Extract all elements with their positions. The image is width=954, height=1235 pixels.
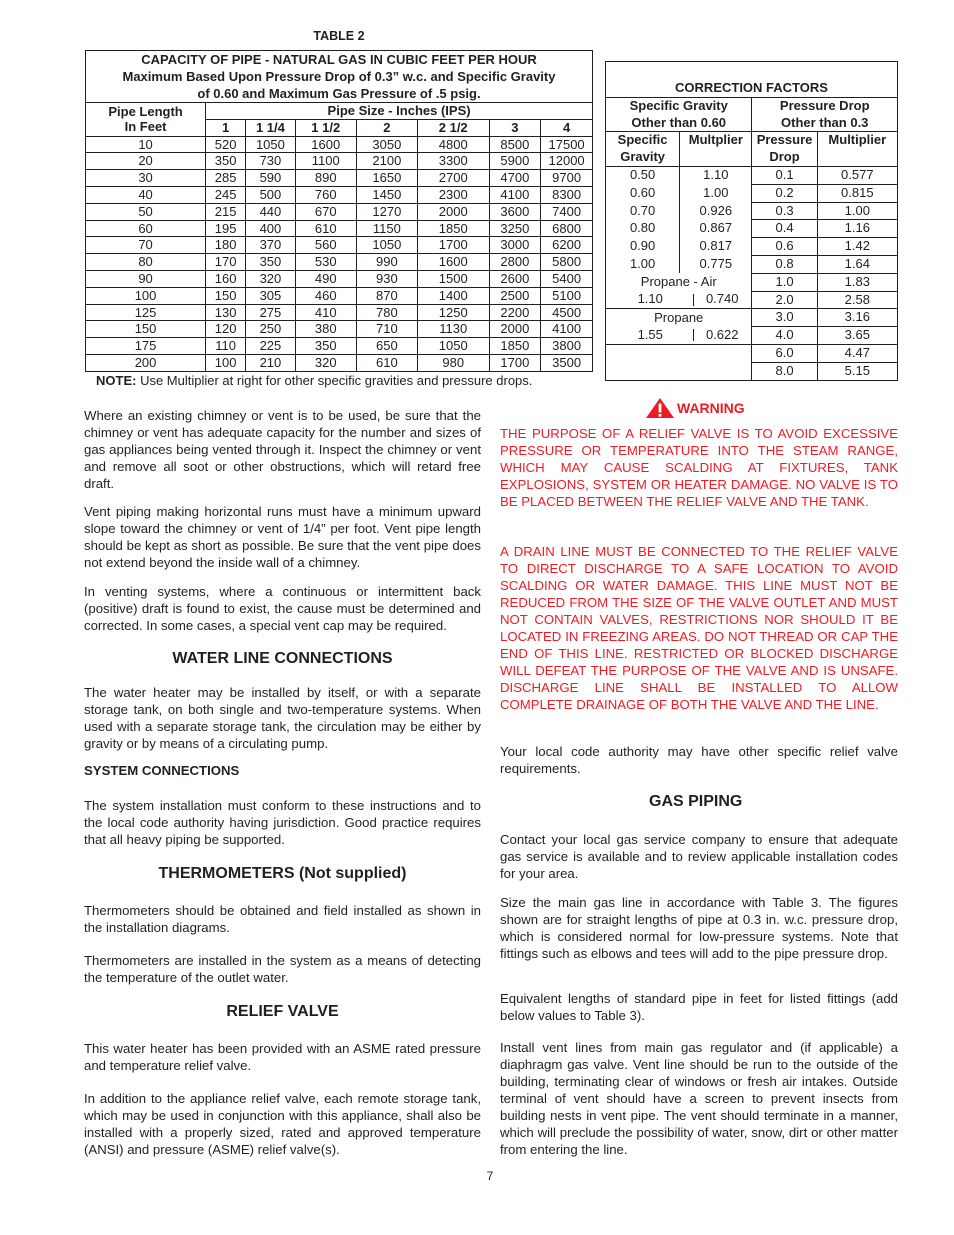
capacity-cell: 610 bbox=[295, 220, 356, 237]
sg-multiplier-cell: 1.00 bbox=[680, 184, 752, 202]
capacity-cell: 380 bbox=[295, 321, 356, 338]
capacity-cell: 245 bbox=[206, 186, 246, 203]
capacity-cell: 6200 bbox=[541, 237, 593, 254]
table-row bbox=[86, 186, 593, 203]
pipe-length-cell: 10 bbox=[86, 136, 206, 153]
paragraph-chimney: Where an existing chimney or vent is to be used, be sure that the chimney or vent has adequate capacity for the number and sizes of gas appliances being vented through it. Inspect the chimney or vent and remove all soot or other obstructions, which will retard free draft. bbox=[84, 408, 481, 491]
capacity-cell: 1700 bbox=[489, 354, 541, 371]
capacity-cell: 440 bbox=[246, 203, 296, 220]
correction-row bbox=[606, 255, 898, 273]
correction-row bbox=[606, 327, 898, 345]
pressure-drop-header: Pressure Drop bbox=[752, 132, 817, 167]
capacity-cell: 2500 bbox=[489, 287, 541, 304]
capacity-cell: 610 bbox=[356, 354, 417, 371]
propane-label: Propane bbox=[606, 309, 752, 327]
sg-multiplier-cell: 0.867 bbox=[680, 220, 752, 238]
capacity-cell: 1650 bbox=[356, 170, 417, 187]
capacity-cell: 2200 bbox=[489, 304, 541, 321]
pipe-length-cell: 200 bbox=[86, 354, 206, 371]
capacity-cell: 180 bbox=[206, 237, 246, 254]
correction-row bbox=[606, 344, 898, 362]
pipe-size-6: 4 bbox=[541, 119, 593, 136]
capacity-cell: 500 bbox=[246, 186, 296, 203]
capacity-cell: 2600 bbox=[489, 270, 541, 287]
capacity-cell: 170 bbox=[206, 254, 246, 271]
capacity-cell: 350 bbox=[295, 338, 356, 355]
capacity-cell: 1600 bbox=[417, 254, 489, 271]
table-row bbox=[86, 136, 593, 153]
sg-multiplier-header: Multplier bbox=[680, 132, 752, 167]
pd-multiplier-cell: 1.42 bbox=[817, 238, 897, 256]
correction-row bbox=[606, 202, 898, 220]
capacity-cell: 930 bbox=[356, 270, 417, 287]
heading-relief-valve: RELIEF VALVE bbox=[226, 1003, 339, 1020]
sg-multiplier-cell: 0.817 bbox=[680, 238, 752, 256]
capacity-cell: 8300 bbox=[541, 186, 593, 203]
specific-gravity-cell: 1.00 bbox=[606, 255, 680, 273]
capacity-cell: 1100 bbox=[295, 153, 356, 170]
capacity-cell: 350 bbox=[206, 153, 246, 170]
pipe-length-cell: 40 bbox=[86, 186, 206, 203]
pd-multiplier-cell: 0.815 bbox=[817, 184, 897, 202]
paragraph-thermometers-obtained: Thermometers should be obtained and field installed as shown in the installation diagrams. bbox=[84, 903, 481, 935]
capacity-cell: 400 bbox=[246, 220, 296, 237]
capacity-cell: 3800 bbox=[541, 338, 593, 355]
capacity-cell: 160 bbox=[206, 270, 246, 287]
pipe-length-cell: 175 bbox=[86, 338, 206, 355]
capacity-cell: 100 bbox=[206, 354, 246, 371]
capacity-cell: 760 bbox=[295, 186, 356, 203]
pipe-size-3: 2 bbox=[356, 119, 417, 136]
pressure-drop-cell: 6.0 bbox=[752, 344, 817, 362]
pd-multiplier-cell: 0.577 bbox=[817, 166, 897, 184]
capacity-cell: 8500 bbox=[489, 136, 541, 153]
specific-gravity-cell: 0.50 bbox=[606, 166, 680, 184]
pd-multiplier-cell: 1.83 bbox=[817, 273, 897, 291]
empty-cell bbox=[606, 344, 752, 362]
warning-relief-valve-purpose: THE PURPOSE OF A RELIEF VALVE IS TO AVOID EXCESSIVE PRESSURE OR TEMPERATURE INTO THE STEAM RANGE, WHICH MAY CAUSE SCALDING AT FIXTURES, TANK EXPLOSIONS, SYSTEM OR HEATER DAMAGE. NO VALVE IS TO BE PLACED BETWEEN THE RELIEF VALVE AND THE TANK. bbox=[500, 426, 898, 509]
table-row bbox=[86, 338, 593, 355]
pipe-length-cell: 90 bbox=[86, 270, 206, 287]
capacity-cell: 195 bbox=[206, 220, 246, 237]
pipe-length-cell: 30 bbox=[86, 170, 206, 187]
pipe-capacity-caption: CAPACITY OF PIPE - NATURAL GAS IN CUBIC FEET PER HOUR Maximum Based Upon Pressure Drop of 0.3” w.c. and Specific Gravity of 0.60 and Maximum Gas Pressure of .5 psig. bbox=[86, 51, 593, 103]
capacity-cell: 130 bbox=[206, 304, 246, 321]
capacity-cell: 5800 bbox=[541, 254, 593, 271]
specific-gravity-cell: 0.80 bbox=[606, 220, 680, 238]
pipe-length-cell: 50 bbox=[86, 203, 206, 220]
capacity-cell: 12000 bbox=[541, 153, 593, 170]
capacity-cell: 3250 bbox=[489, 220, 541, 237]
paragraph-system-installation: The system installation must conform to these instructions and to the local code authority having jurisdiction. Good practice requires that all heavy piping be supported. bbox=[84, 798, 481, 847]
capacity-cell: 150 bbox=[206, 287, 246, 304]
paragraph-back-draft: In venting systems, where a continuous or intermittent back (positive) draft is found to exist, the cause must be determined and corrected. In some cases, a special vent cap may be required. bbox=[84, 584, 481, 633]
capacity-cell: 3300 bbox=[417, 153, 489, 170]
pipe-length-cell: 100 bbox=[86, 287, 206, 304]
capacity-cell: 1400 bbox=[417, 287, 489, 304]
capacity-cell: 490 bbox=[295, 270, 356, 287]
paragraph-local-code: Your local code authority may have other specific relief valve requirements. bbox=[500, 744, 898, 776]
pd-multiplier-cell: 5.15 bbox=[817, 362, 897, 380]
pd-multiplier-cell: 3.65 bbox=[817, 327, 897, 345]
capacity-cell: 990 bbox=[356, 254, 417, 271]
capacity-cell: 1130 bbox=[417, 321, 489, 338]
capacity-cell: 275 bbox=[246, 304, 296, 321]
warning-heading: WARNING bbox=[645, 397, 745, 419]
propane-values: 1.55 0.622 bbox=[606, 327, 752, 345]
capacity-cell: 350 bbox=[246, 254, 296, 271]
table-row bbox=[86, 237, 593, 254]
warning-drain-line: A DRAIN LINE MUST BE CONNECTED TO THE RELIEF VALVE TO DIRECT DISCHARGE TO A SAFE LOCATION TO AVOID SCALDING OR WATER DAMAGE. THIS LINE MUST NOT BE REDUCED FROM THE SIZE OF THE VALVE OUTLET AND MUST NOT CONTAIN VALVES, RESTRICTIONS NOR SHOULD IT BE LOCATED IN FREEZING AREAS. DO NOT THREAD OR CAP THE END OF THIS LINE. RESTRICTED OR BLOCKED DISCHARGE WILL DEFEAT THE PURPOSE OF THE VALVE AND IS UNSAFE. DISCHARGE LINE SHALL BE INSTALLED TO ALLOW COMPLETE DRAINAGE OF BOTH THE VALVE AND THE LINE. bbox=[500, 544, 898, 712]
paragraph-water-heater: The water heater may be installed by itself, or with a separate storage tank, on both single and two-temperature systems. When used with a separate storage tank, the circulation may be either by gravity or by means of a circulating pump. bbox=[84, 685, 481, 751]
capacity-cell: 460 bbox=[295, 287, 356, 304]
capacity-cell: 730 bbox=[246, 153, 296, 170]
correction-row bbox=[606, 362, 898, 380]
pipe-length-header: Pipe Length In Feet bbox=[86, 103, 206, 137]
correction-row bbox=[606, 291, 898, 309]
pressure-drop-cell: 3.0 bbox=[752, 309, 817, 327]
specific-gravity-header: Specific Gravity bbox=[606, 132, 680, 167]
capacity-cell: 1700 bbox=[417, 237, 489, 254]
paragraph-equivalent-lengths: Equivalent lengths of standard pipe in feet for listed fittings (add below values to Table 3). bbox=[500, 991, 898, 1023]
paragraph-size-gas-line: Size the main gas line in accordance with Table 3. The figures shown are for straight lengths of pipe at 0.3 in. w.c. pressure drop, which is considered normal for low-pressure systems. Note that fittings such as elbows and tees will add to the pipe pressure drop. bbox=[500, 895, 898, 961]
capacity-cell: 120 bbox=[206, 321, 246, 338]
correction-row bbox=[606, 238, 898, 256]
capacity-cell: 1850 bbox=[489, 338, 541, 355]
capacity-cell: 1270 bbox=[356, 203, 417, 220]
pipe-capacity-body bbox=[86, 136, 593, 371]
capacity-cell: 4700 bbox=[489, 170, 541, 187]
pressure-drop-cell: 0.8 bbox=[752, 255, 817, 273]
capacity-cell: 285 bbox=[206, 170, 246, 187]
pressure-drop-cell: 8.0 bbox=[752, 362, 817, 380]
capacity-cell: 2000 bbox=[489, 321, 541, 338]
capacity-cell: 3050 bbox=[356, 136, 417, 153]
capacity-cell: 780 bbox=[356, 304, 417, 321]
heading-water-line-connections: WATER LINE CONNECTIONS bbox=[172, 650, 393, 667]
capacity-cell: 1150 bbox=[356, 220, 417, 237]
capacity-cell: 890 bbox=[295, 170, 356, 187]
capacity-cell: 2000 bbox=[417, 203, 489, 220]
capacity-cell: 5100 bbox=[541, 287, 593, 304]
capacity-cell: 520 bbox=[206, 136, 246, 153]
correction-row bbox=[606, 309, 898, 327]
capacity-cell: 210 bbox=[246, 354, 296, 371]
capacity-cell: 215 bbox=[206, 203, 246, 220]
pipe-size-4: 2 1/2 bbox=[417, 119, 489, 136]
capacity-cell: 4100 bbox=[541, 321, 593, 338]
capacity-cell: 4800 bbox=[417, 136, 489, 153]
propane-air-values: 1.10 0.740 bbox=[606, 291, 752, 309]
paragraph-remote-storage-tank: In addition to the appliance relief valve, each remote storage tank, which may be used in conjunction with this appliance, shall also be installed with a properly sized, rated and approved temperature (ANSI) and pressure (ASME) relief valve(s). bbox=[84, 1091, 481, 1157]
capacity-cell: 1850 bbox=[417, 220, 489, 237]
pipe-size-5: 3 bbox=[489, 119, 541, 136]
capacity-cell: 1050 bbox=[417, 338, 489, 355]
capacity-cell: 2100 bbox=[356, 153, 417, 170]
capacity-cell: 5900 bbox=[489, 153, 541, 170]
capacity-cell: 4500 bbox=[541, 304, 593, 321]
pd-multiplier-cell: 2.58 bbox=[817, 291, 897, 309]
capacity-cell: 225 bbox=[246, 338, 296, 355]
pipe-size-0: 1 bbox=[206, 119, 246, 136]
table-note: NOTE: Use Multiplier at right for other specific gravities and pressure drops. bbox=[96, 373, 533, 388]
sg-multiplier-cell: 0.926 bbox=[680, 202, 752, 220]
capacity-cell: 1450 bbox=[356, 186, 417, 203]
table2-label: TABLE 2 bbox=[313, 29, 365, 43]
pipe-length-cell: 70 bbox=[86, 237, 206, 254]
pd-multiplier-cell: 1.00 bbox=[817, 202, 897, 220]
capacity-cell: 980 bbox=[417, 354, 489, 371]
capacity-cell: 320 bbox=[295, 354, 356, 371]
pd-multiplier-cell: 4.47 bbox=[817, 344, 897, 362]
capacity-cell: 1500 bbox=[417, 270, 489, 287]
table-row bbox=[86, 220, 593, 237]
pressure-drop-cell: 1.0 bbox=[752, 273, 817, 291]
propane-air-label: Propane - Air bbox=[606, 273, 752, 291]
table-row bbox=[86, 153, 593, 170]
capacity-cell: 9700 bbox=[541, 170, 593, 187]
capacity-cell: 530 bbox=[295, 254, 356, 271]
empty-cell bbox=[606, 362, 752, 380]
capacity-cell: 650 bbox=[356, 338, 417, 355]
correction-row bbox=[606, 166, 898, 184]
pipe-length-cell: 125 bbox=[86, 304, 206, 321]
pressure-drop-cell: 0.4 bbox=[752, 220, 817, 238]
correction-factors-table bbox=[605, 61, 898, 381]
pipe-length-cell: 20 bbox=[86, 153, 206, 170]
capacity-cell: 590 bbox=[246, 170, 296, 187]
capacity-cell: 1600 bbox=[295, 136, 356, 153]
paragraph-thermometers-installed: Thermometers are installed in the system as a means of detecting the temperature of the outlet water. bbox=[84, 953, 481, 985]
capacity-cell: 1050 bbox=[246, 136, 296, 153]
pd-multiplier-cell: 1.16 bbox=[817, 220, 897, 238]
capacity-cell: 2700 bbox=[417, 170, 489, 187]
pipe-size-1: 1 1/4 bbox=[246, 119, 296, 136]
pipe-length-cell: 150 bbox=[86, 321, 206, 338]
table-row bbox=[86, 287, 593, 304]
pd-multiplier-header: Multiplier bbox=[817, 132, 897, 167]
capacity-cell: 2300 bbox=[417, 186, 489, 203]
paragraph-vent-lines: Install vent lines from main gas regulator and (if applicable) a diaphragm gas valve. Vent line should be run to the outside of the building, terminating clear of windows or fresh air intakes. Outside terminal of vent should have a screen to prevent insects from building nests in vent pipe. The vent should terminate in a manner, which will preclude the possibility of water, snow, dirt or other matter from entering the line. bbox=[500, 1040, 898, 1157]
pressure-drop-cell: 0.2 bbox=[752, 184, 817, 202]
capacity-cell: 320 bbox=[246, 270, 296, 287]
capacity-cell: 3500 bbox=[541, 354, 593, 371]
correction-factors-title: CORRECTION FACTORS bbox=[675, 80, 828, 95]
capacity-cell: 670 bbox=[295, 203, 356, 220]
paragraph-asme-relief-valve: This water heater has been provided with an ASME rated pressure and temperature relief valve. bbox=[84, 1041, 481, 1073]
capacity-cell: 710 bbox=[356, 321, 417, 338]
table-row bbox=[86, 304, 593, 321]
capacity-cell: 6800 bbox=[541, 220, 593, 237]
pressure-drop-cell: 0.6 bbox=[752, 238, 817, 256]
paragraph-vent-slope: Vent piping making horizontal runs must have a minimum upward slope toward the chimney or vent of 1/4” per foot. Vent pipe length should be kept as short as possible. Be sure that the vent pipe does not extend beyond the inside wall of a chimney. bbox=[84, 504, 481, 570]
capacity-cell: 2800 bbox=[489, 254, 541, 271]
table-row bbox=[86, 203, 593, 220]
pressure-drop-cell: 0.3 bbox=[752, 202, 817, 220]
pipe-size-header: Pipe Size - Inches (IPS) bbox=[206, 103, 593, 120]
capacity-cell: 4100 bbox=[489, 186, 541, 203]
sg-multiplier-cell: 0.775 bbox=[680, 255, 752, 273]
table-row bbox=[86, 170, 593, 187]
pipe-length-cell: 80 bbox=[86, 254, 206, 271]
pd-multiplier-cell: 1.64 bbox=[817, 255, 897, 273]
paragraph-gas-service: Contact your local gas service company to ensure that adequate gas service is available and to review applicable installation codes for your area. bbox=[500, 832, 898, 881]
pipe-capacity-table bbox=[85, 50, 593, 372]
capacity-cell: 370 bbox=[246, 237, 296, 254]
capacity-cell: 410 bbox=[295, 304, 356, 321]
pipe-size-2: 1 1/2 bbox=[295, 119, 356, 136]
pressure-drop-cell: 4.0 bbox=[752, 327, 817, 345]
pressure-drop-cell: 0.1 bbox=[752, 166, 817, 184]
table-row bbox=[86, 270, 593, 287]
table-row bbox=[86, 321, 593, 338]
correction-row bbox=[606, 220, 898, 238]
specific-gravity-cell: 0.70 bbox=[606, 202, 680, 220]
capacity-cell: 5400 bbox=[541, 270, 593, 287]
capacity-cell: 250 bbox=[246, 321, 296, 338]
correction-row bbox=[606, 273, 898, 291]
page-number: 7 bbox=[486, 1169, 494, 1183]
pressure-drop-cell: 2.0 bbox=[752, 291, 817, 309]
sg-multiplier-cell: 1.10 bbox=[680, 166, 752, 184]
correction-row bbox=[606, 184, 898, 202]
specific-gravity-group-header: Specific Gravity Other than 0.60 bbox=[606, 97, 752, 132]
pipe-length-cell: 60 bbox=[86, 220, 206, 237]
capacity-cell: 1050 bbox=[356, 237, 417, 254]
capacity-cell: 1250 bbox=[417, 304, 489, 321]
pressure-drop-group-header: Pressure Drop Other than 0.3 bbox=[752, 97, 898, 132]
capacity-cell: 110 bbox=[206, 338, 246, 355]
pd-multiplier-cell: 3.16 bbox=[817, 309, 897, 327]
table-row bbox=[86, 354, 593, 371]
capacity-cell: 17500 bbox=[541, 136, 593, 153]
specific-gravity-cell: 0.90 bbox=[606, 238, 680, 256]
warning-triangle-icon bbox=[645, 397, 675, 419]
capacity-cell: 3000 bbox=[489, 237, 541, 254]
heading-system-connections: SYSTEM CONNECTIONS bbox=[84, 763, 240, 778]
capacity-cell: 7400 bbox=[541, 203, 593, 220]
capacity-cell: 870 bbox=[356, 287, 417, 304]
heading-gas-piping: GAS PIPING bbox=[649, 793, 743, 810]
heading-thermometers: THERMOMETERS (Not supplied) bbox=[158, 865, 407, 882]
table-row bbox=[86, 254, 593, 271]
capacity-cell: 560 bbox=[295, 237, 356, 254]
capacity-cell: 305 bbox=[246, 287, 296, 304]
capacity-cell: 3600 bbox=[489, 203, 541, 220]
specific-gravity-cell: 0.60 bbox=[606, 184, 680, 202]
